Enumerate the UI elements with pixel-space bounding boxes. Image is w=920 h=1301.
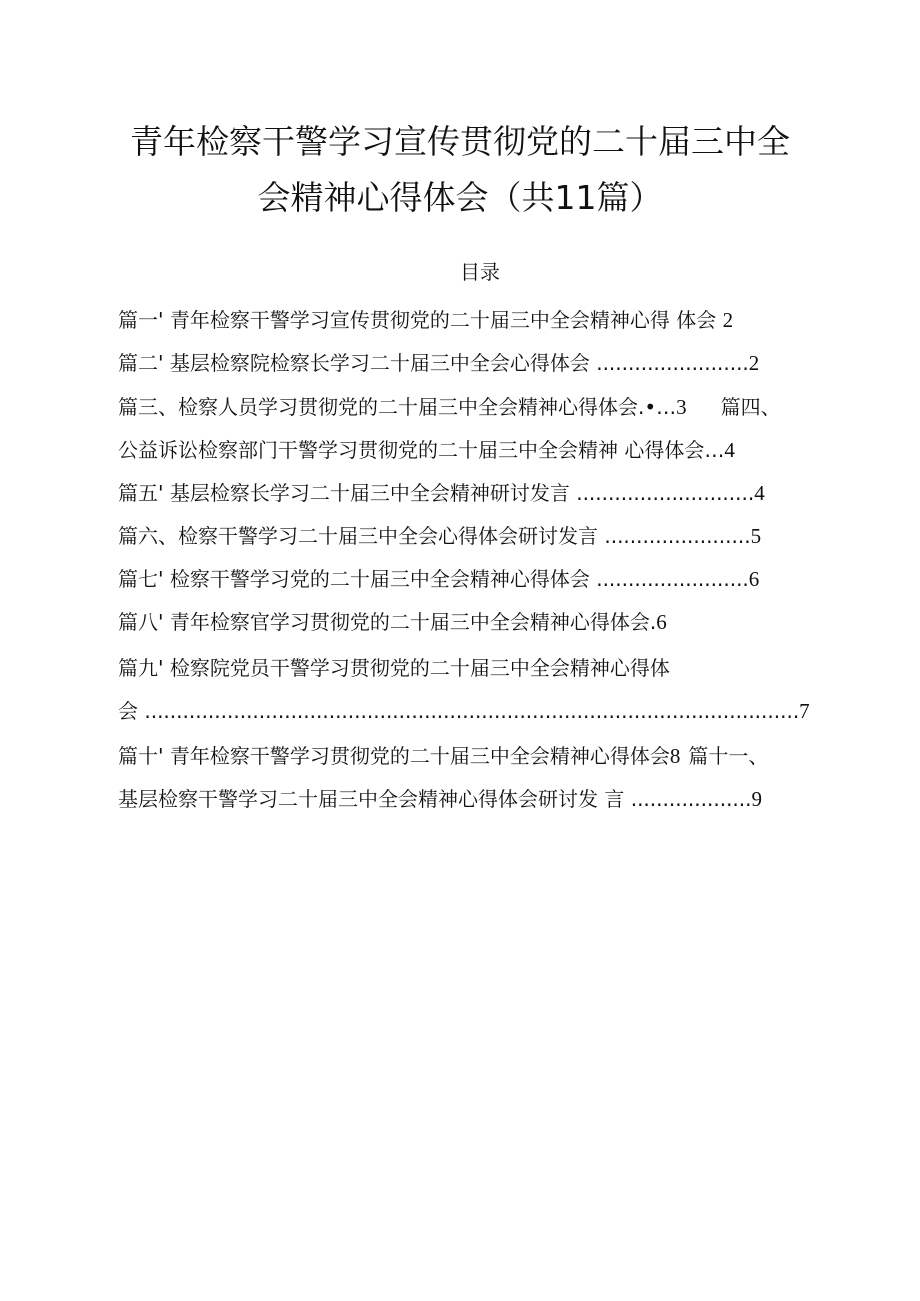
toc-entry-6[interactable]: [118, 522, 761, 550]
toc-entry-text: 基层检察干警学习二十届三中全会精神心得体会研讨发 言 ...................: [118, 787, 752, 811]
toc-entry-text: 篇二' 基层检察院检察长学习二十届三中全会心得体会 ........................: [118, 351, 749, 375]
toc-entry-page: 5: [750, 524, 762, 548]
toc-entry-9-continued[interactable]: [118, 697, 810, 725]
toc-entry-1[interactable]: [118, 306, 733, 334]
toc-entry-page: 9: [751, 787, 763, 811]
toc-entry-tail: 篇四、: [720, 395, 781, 419]
toc-entry-10[interactable]: [118, 742, 768, 770]
toc-entry-text: 公益诉讼检察部门干警学习贯彻党的二十届三中全会精神 心得体会…: [118, 438, 725, 462]
toc-entry-text: 篇八' 青年检察官学习贯彻党的二十届三中全会精神心得体会.: [118, 610, 657, 634]
toc-entry-text: 篇三、检察人员学习贯彻党的二十届三中全会精神心得体会.•…: [118, 395, 677, 419]
toc-entry-text: 会 .......................................................................................................: [118, 699, 800, 723]
toc-entry-page: 2: [748, 351, 760, 375]
toc-entry-page: 7: [799, 699, 810, 723]
toc-entry-tail: 篇十一、: [688, 744, 769, 768]
toc-entry-text: 篇九' 检察院党员干警学习贯彻党的二十届三中全会精神心得体: [118, 656, 670, 680]
toc-entry-text: 篇十' 青年检察干警学习贯彻党的二十届三中全会精神心得体会: [118, 744, 670, 768]
toc-entry-page: 6: [656, 610, 667, 634]
toc-entry-8[interactable]: [118, 608, 667, 636]
document-title-line-1: 青年检察干警学习宣传贯彻党的二十届三中全: [130, 122, 790, 161]
document-title-line-2: 会精神心得体会（共11篇）: [257, 178, 663, 217]
toc-entry-5[interactable]: [118, 479, 765, 507]
toc-entry-text: 篇一' 青年检察干警学习宣传贯彻党的二十届三中全会精神心得 体会: [118, 308, 723, 332]
toc-heading: 目录: [460, 260, 500, 284]
toc-entry-page: 8: [669, 744, 681, 768]
toc-entry-page: 4: [754, 481, 765, 505]
toc-entry-text: 篇五' 基层检察长学习二十届三中全会精神研讨发言 ............................: [118, 481, 755, 505]
toc-entry-text: 篇六、检察干警学习二十届三中全会心得体会研讨发言 .......................: [118, 524, 751, 548]
toc-entry-11[interactable]: [118, 785, 762, 813]
toc-entry-page: 2: [722, 308, 734, 332]
toc-entry-page: 3: [676, 395, 687, 419]
toc-entry-page: 4: [724, 438, 735, 462]
toc-entry-page: 6: [748, 567, 760, 591]
toc-entry-9[interactable]: [118, 654, 670, 682]
toc-entry-3[interactable]: [118, 393, 781, 421]
toc-entry-4[interactable]: [118, 436, 735, 464]
toc-entry-2[interactable]: [118, 349, 759, 377]
toc-entry-text: 篇七' 检察干警学习党的二十届三中全会精神心得体会 ........................: [118, 567, 749, 591]
toc-entry-7[interactable]: [118, 565, 759, 593]
